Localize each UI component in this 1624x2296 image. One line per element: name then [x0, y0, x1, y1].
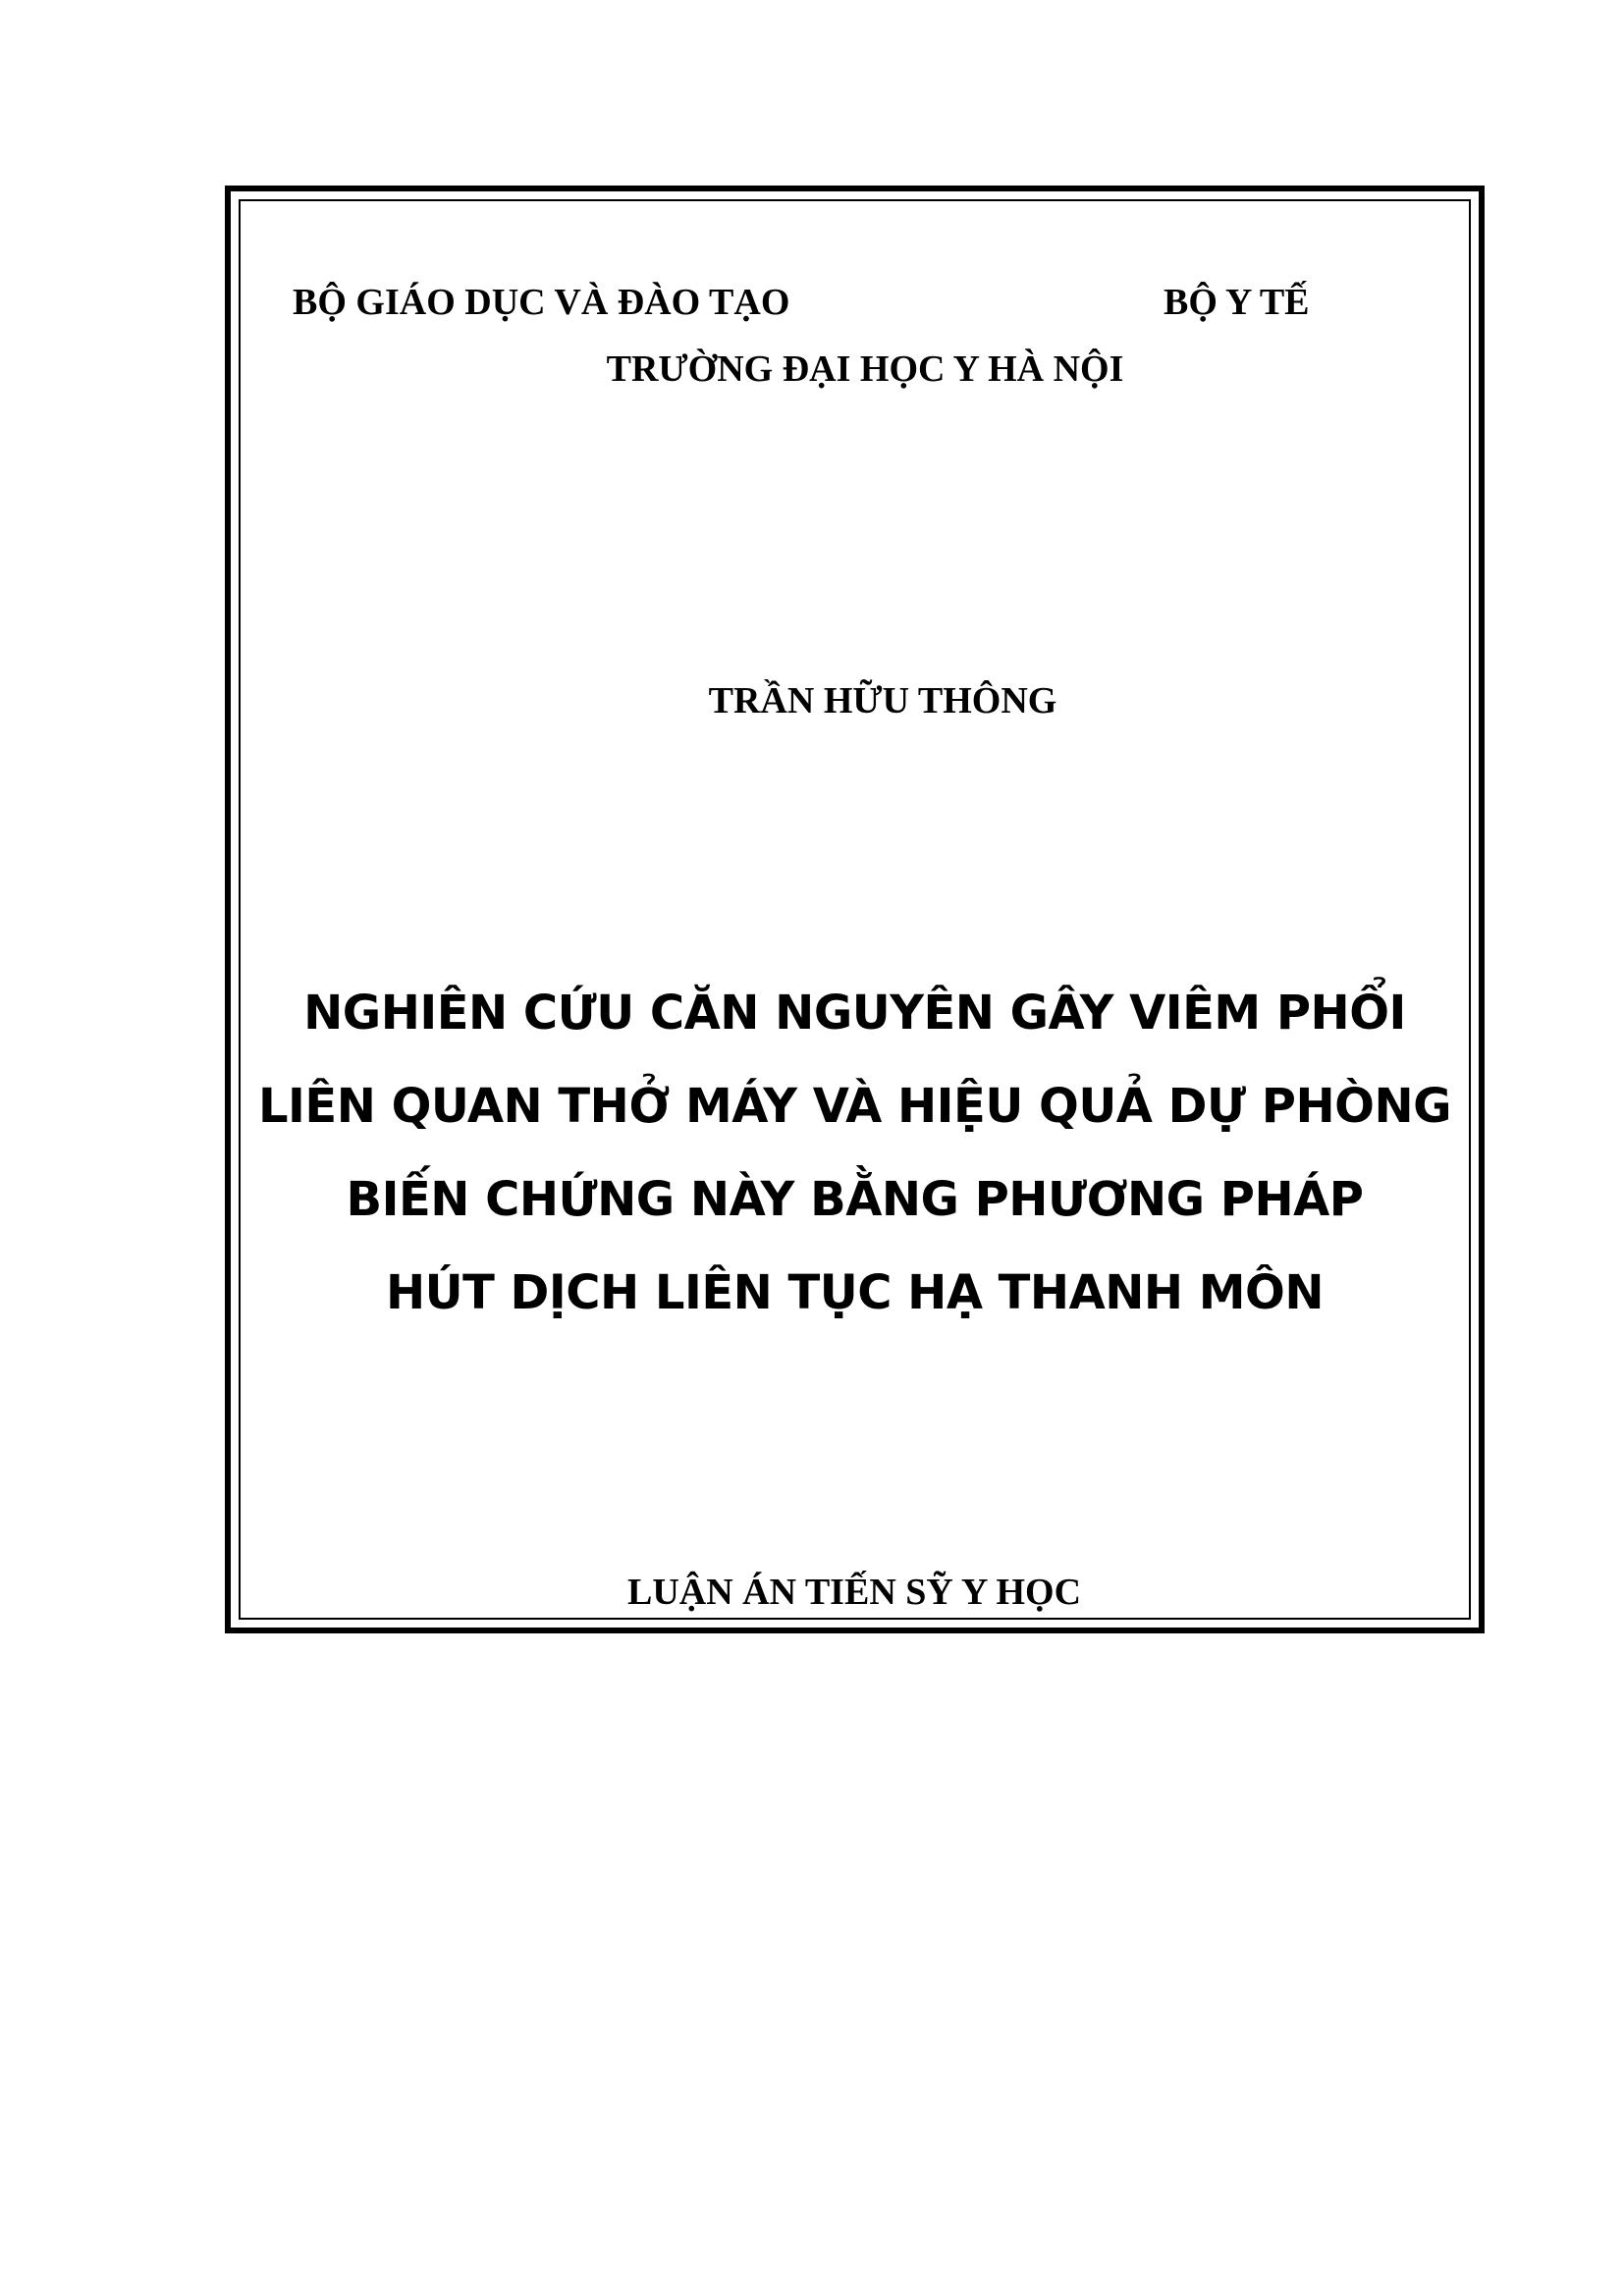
author-name: TRẦN HỮU THÔNG: [708, 680, 1057, 721]
university-name: TRƯỜNG ĐẠI HỌC Y HÀ NỘI: [606, 348, 1124, 390]
thesis-title-line: BIẾN CHỨNG NÀY BẰNG PHƯƠNG PHÁP: [346, 1172, 1364, 1227]
thesis-title-line: NGHIÊN CỨU CĂN NGUYÊN GÂY VIÊM PHỔI: [303, 986, 1406, 1041]
ministry-of-education-label: BỘ GIÁO DỤC VÀ ĐÀO TẠO: [293, 282, 790, 323]
thesis-title: [239, 967, 1471, 1340]
thesis-title-line: HÚT DỊCH LIÊN TỤC HẠ THANH MÔN: [385, 1265, 1325, 1320]
thesis-title-line: LIÊN QUAN THỞ MÁY VÀ HIỆU QUẢ DỰ PHÒNG: [257, 1079, 1452, 1134]
page-border-inner: [239, 199, 1471, 1620]
ministry-of-health-label: BỘ Y TẾ: [1164, 282, 1310, 323]
degree-label: LUẬN ÁN TIẾN SỸ Y HỌC: [626, 1572, 1082, 1613]
